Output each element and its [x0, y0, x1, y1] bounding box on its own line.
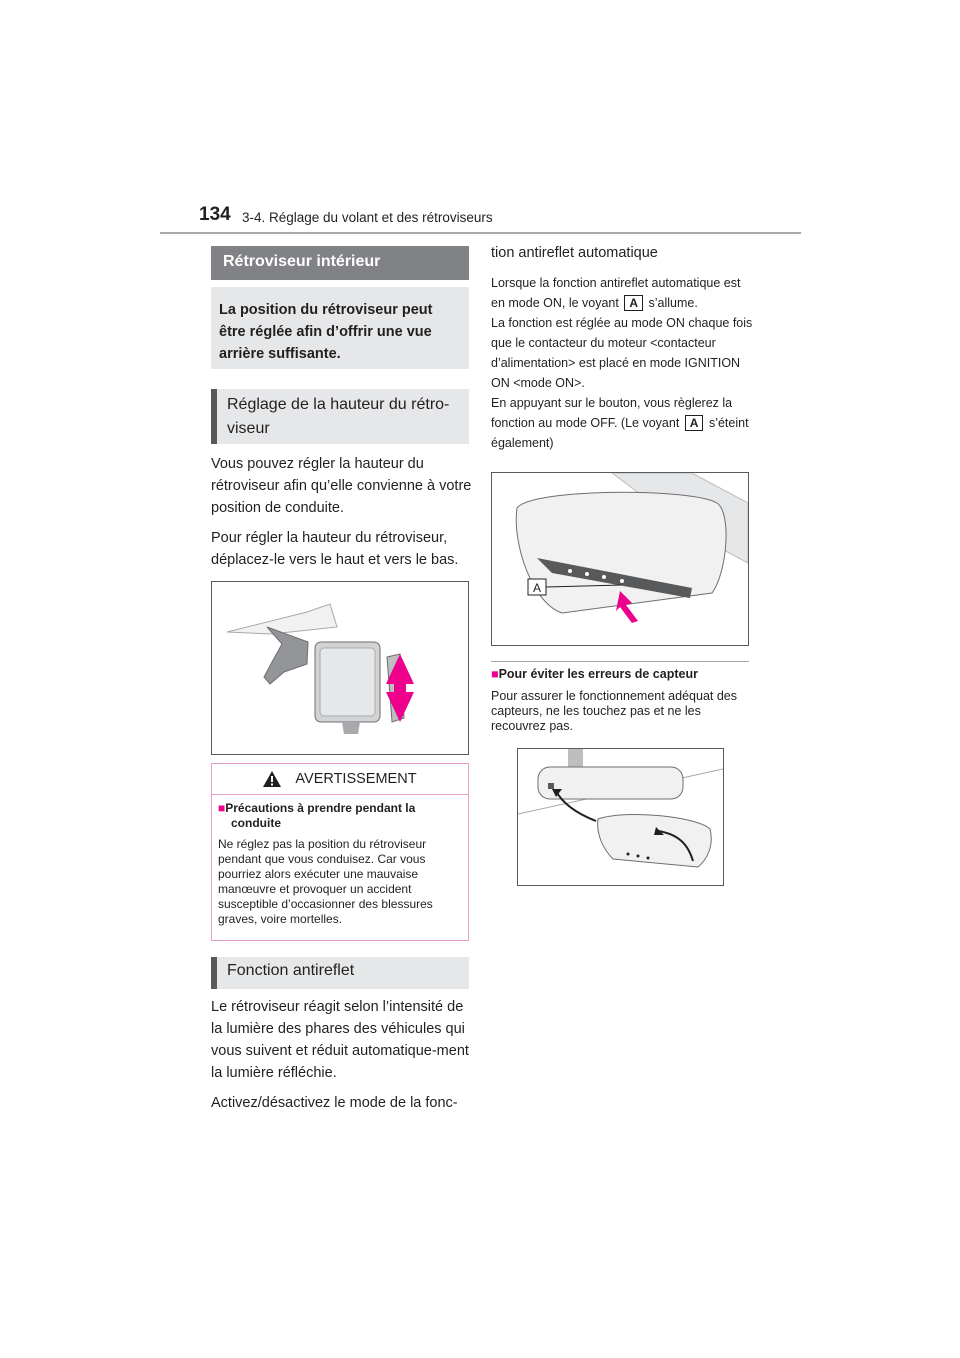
header-rule [160, 232, 801, 234]
warning-subheading: ■Précautions à prendre pendant la conduite [218, 801, 416, 830]
paragraph-height-2: Pour régler la hauteur du rétroviseur, déplacez-le vers le haut et vers le bas. [211, 530, 459, 568]
paragraph-continued: tion antireflet automatique [491, 245, 658, 261]
callout-a: A [624, 295, 643, 311]
sensor-rule [491, 661, 749, 662]
paragraph-antiglare-2: Activez/désactivez le mode de la fonc- [211, 1095, 458, 1111]
auto-text-3: En appuyant sur le bouton, vous règlerez la fonction au mode OFF. (Le voyant [491, 396, 733, 430]
page-number: 134 [199, 204, 231, 225]
warning-triangle-icon [263, 771, 281, 787]
intro-box: La position du rétroviseur peut être réglée afin d’offrir une vue arrière suffisante. [211, 287, 469, 369]
warning-text: Ne réglez pas la position du rétroviseur pendant que vous conduisez. Car vous pourriez alors exécuter une mauvaise manœuvre et provoquer un accident susceptible d’occasionner des blessures graves, voire mortelles. [218, 837, 433, 926]
sensor-illustration [518, 749, 723, 885]
warning-header [212, 764, 468, 795]
figure-sensors [517, 748, 724, 886]
warning-title: AVERTISSEMENT [295, 771, 417, 787]
heading-interior-mirror: Rétroviseur intérieur [211, 246, 469, 280]
heading-height-adjust: Réglage de la hauteur du rétro-viseur [211, 389, 469, 444]
figure-label-a: A [533, 581, 542, 595]
heading-antiglare: Fonction antireflet [211, 957, 469, 989]
paragraph-antiglare-1: Le rétroviseur réagit selon l’intensité de la lumière des phares des véhicules qui vous suivent et réduit automatique-ment la lumière réfléchie. [211, 999, 469, 1081]
sensor-text: Pour assurer le fonctionnement adéquat des capteurs, ne les touchez pas et ne les recouvrez pas. [491, 689, 737, 733]
callout-a-2: A [685, 415, 704, 431]
antiglare-mirror-illustration [492, 473, 748, 645]
warning-box [211, 763, 469, 941]
auto-antiglare-text: Lorsque la fonction antireflet automatique est en mode ON, le voyant A s’allume. La fonction est réglée au mode ON chaque fois que le contacteur du moteur <contacteur d’alimentation> est placé en mode IGNITION ON <mode ON>. En appuyant sur le bouton, vous règlerez la fonction au mode OFF. (Le voyant A s’éteint également) [491, 276, 753, 450]
auto-text-2: La fonction est réglée au mode ON chaque fois que le contacteur du moteur <contacteur d’alimentation> est placé en mode IGNITION ON <mode ON>. [491, 316, 753, 390]
paragraph-height-1: Vous pouvez régler la hauteur du rétroviseur afin qu’elle convienne à votre position de conduite. [211, 456, 472, 516]
figure-mirror-height [211, 581, 469, 755]
auto-text-1: Lorsque la fonction antireflet automatique est en mode ON, le voyant [491, 276, 741, 310]
bullet-square-icon: ■ [218, 801, 226, 815]
mirror-height-illustration [212, 582, 468, 754]
sensor-heading: ■Pour éviter les erreurs de capteur [491, 667, 698, 681]
section-title: 3-4. Réglage du volant et des rétroviseurs [242, 210, 493, 225]
figure-antiglare-button [491, 472, 749, 646]
bullet-square-icon: ■ [491, 667, 499, 681]
